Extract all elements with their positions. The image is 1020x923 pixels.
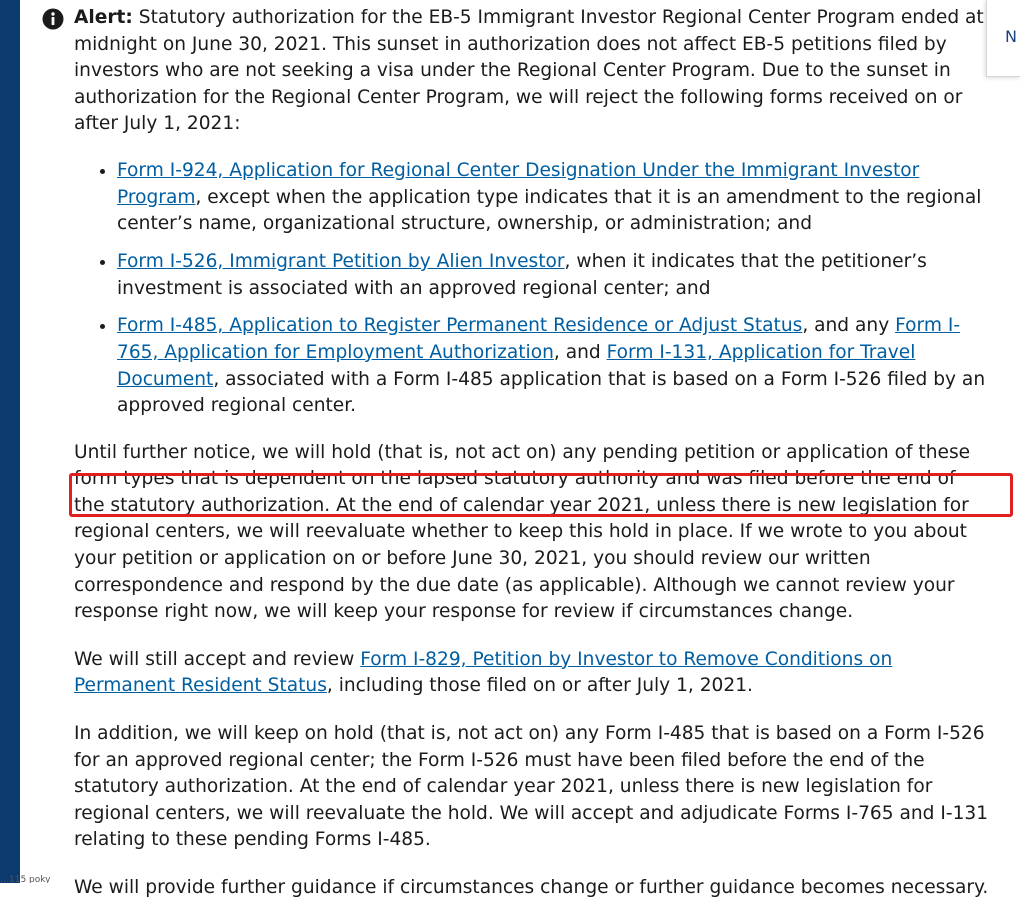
accept-paragraph [74, 647, 990, 700]
alert-left-border [0, 0, 20, 883]
list-item-text: , when it indicates that the petitioner’s investment is associated with an approved regional center; and [117, 250, 927, 299]
list-item [117, 249, 990, 302]
form-i131-link[interactable]: Form I-131, Application for Travel Document [117, 341, 916, 390]
form-i526-link[interactable]: Form I-526, Immigrant Petition by Alien Investor [117, 250, 565, 272]
form-i829-link[interactable]: Form I-829, Petition by Investor to Remove Conditions on Permanent Resident Status [74, 648, 893, 697]
alert-intro-text: Statutory authorization for the EB-5 Immigrant Investor Regional Center Program ended at midnight on June 30, 2021. This sunset in authorization does not affect EB-5 petitions filed by investors who are not seeking a visa under the Regional Center Program. Due to the sunset in authorization for the Regional Center Program, we will reject the following forms received on or after July 1, 2021: [74, 7, 984, 135]
rejected-forms-list [74, 158, 990, 420]
list-item [117, 158, 990, 238]
form-i765-link[interactable]: Form I-765, Application for Employment Authorization [117, 315, 961, 363]
info-icon [42, 8, 64, 30]
bottom-text-fragment: …115 poky [0, 875, 51, 883]
accept-text-after: , including those filed on or after July 1, 2021. [326, 675, 753, 697]
alert-body [74, 5, 990, 923]
list-item-text: , associated with a Form I-485 application that is based on a Form I-526 filed by an approved regional center. [117, 368, 986, 417]
list-item-text: , except when the application type indicates that it is an amendment to the regional center’s name, organizational structure, ownership, or administration; and [117, 186, 982, 235]
form-i924-link[interactable]: Form I-924, Application for Regional Center Designation Under the Immigrant Investor Program [117, 159, 920, 208]
list-item-text: , and [553, 341, 607, 363]
guidance-paragraph: We will provide further guidance if circumstances change or further guidance becomes necessary. [74, 877, 989, 898]
side-panel[interactable] [986, 0, 1020, 77]
hold-paragraph: Until further notice, we will hold (that is, not act on) any pending petition or application of these form types that is dependent on the lapsed statutory authority and was filed before the end of the statutory authorization. At the end of calendar year 2021, unless there is new legislation for regional centers, we will reevaluate whether to keep this hold in place. If we wrote to you about your petition or application on or before June 30, 2021, you should review our written correspondence and respond by the due date (as applicable). Although we cannot review your response right now, we will keep your response for review if circumstances change. [74, 441, 971, 623]
alert-intro [74, 5, 990, 138]
side-panel-text: N [1005, 27, 1017, 46]
list-item-text: , and any [802, 315, 896, 337]
list-item [117, 313, 990, 419]
form-i485-link[interactable]: Form I-485, Application to Register Permanent Residence or Adjust Status [117, 315, 803, 337]
accept-text-before: We will still accept and review [74, 648, 361, 670]
addition-paragraph: In addition, we will keep on hold (that is, not act on) any Form I-485 that is based on a Form I-526 for an approved regional center; the Form I-526 must have been filed before the end of the statutory authorization. At the end of calendar year 2021, unless there is new legislation for regional centers, we will reevaluate the hold. We will accept and adjudicate Forms I-765 and I-131 relating to these pending Forms I-485. [74, 723, 989, 851]
alert-label: Alert: [74, 7, 133, 28]
